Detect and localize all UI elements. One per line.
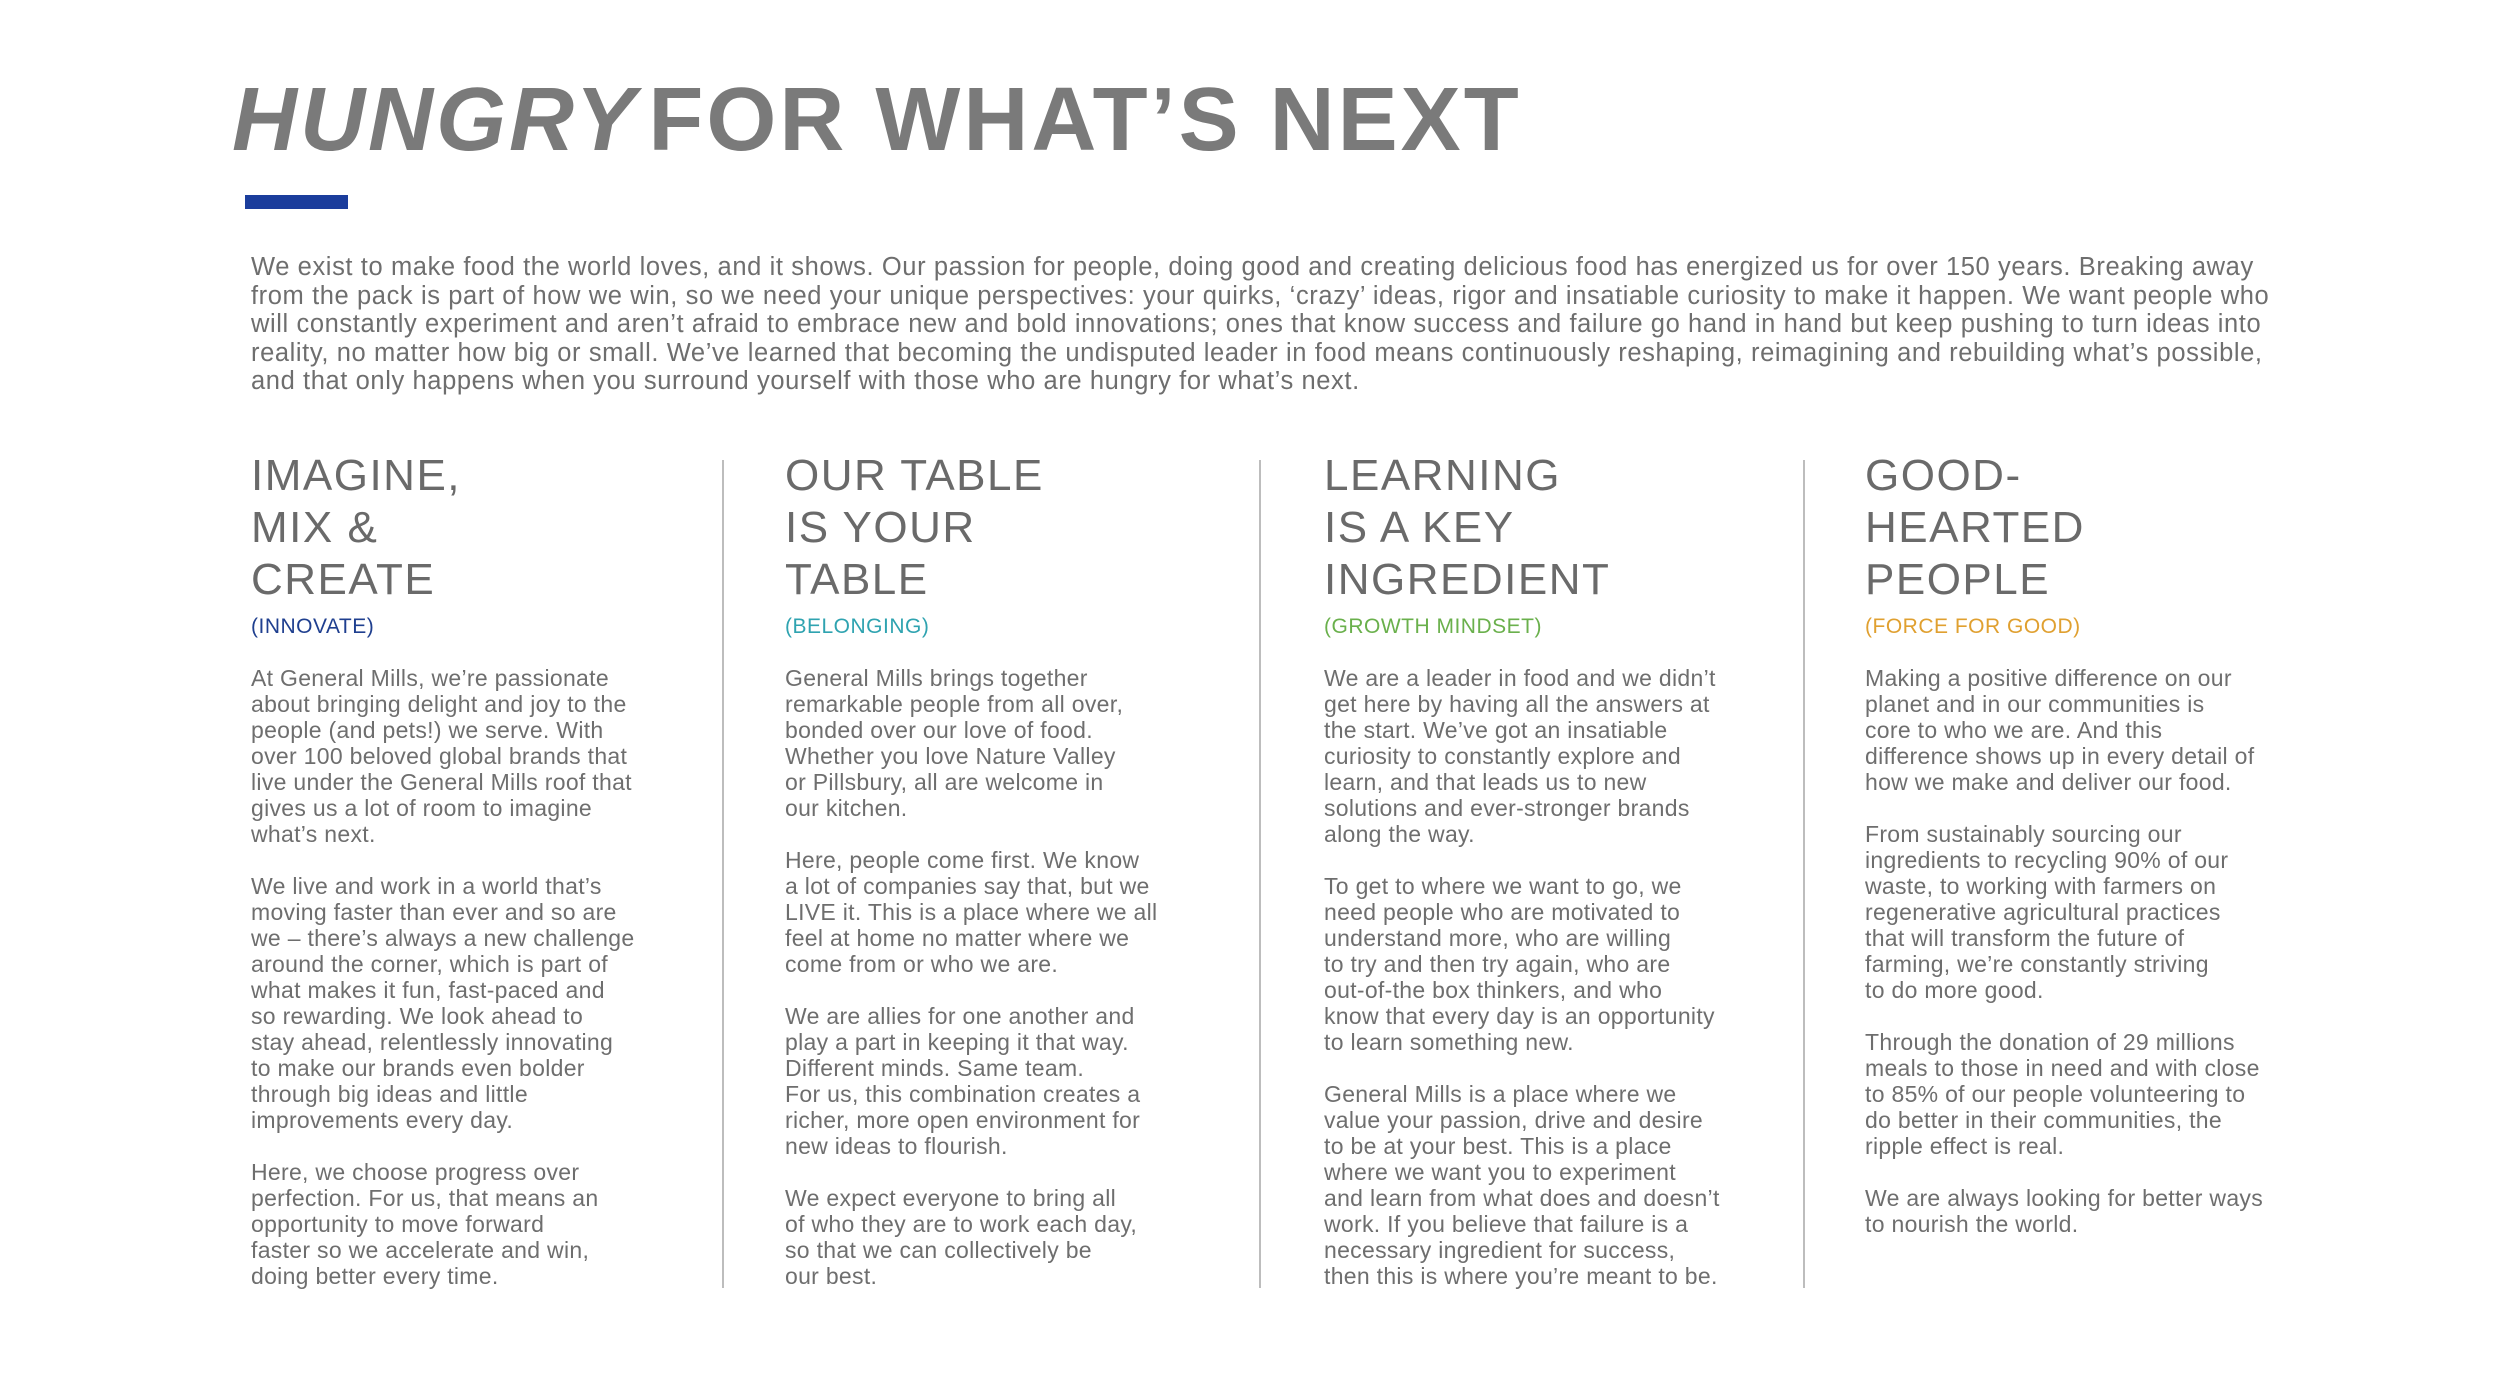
column-heading: GOOD- HEARTED PEOPLE	[1865, 451, 2085, 604]
column-paragraph: We live and work in a world that’s moving faster than ever and so are we – there’s always a new challenge around the corner, which is part of what makes it fun, fast-paced and so rewarding. We look ahead to stay ahead, relentlessly innovating to make our brands even bolder through big ideas and little improvements every day.	[251, 873, 635, 1133]
column-body	[251, 665, 711, 1289]
column-paragraph: To get to where we want to go, we need people who are motivated to understand more, who are willing to try and then try again, who are out-of-the box thinkers, and who know that every day is an opportunity to learn something new.	[1324, 873, 1715, 1055]
column-paragraph: Here, people come first. We know a lot of companies say that, but we LIVE it. This is a place where we all feel at home no matter where we come from or who we are.	[785, 847, 1158, 977]
title-rest: FOR WHAT’S NEXT	[648, 70, 1522, 170]
column-tag: (FORCE FOR GOOD)	[1865, 615, 2081, 638]
value-column-force-for-good	[1865, 450, 2385, 1263]
column-paragraph: From sustainably sourcing our ingredients to recycling 90% of our waste, to working with farmers on regenerative agricultural practices that will transform the future of farming, we’re constantly striving to do more good.	[1865, 821, 2229, 1003]
column-divider	[1259, 460, 1261, 1288]
column-tag: (GROWTH MINDSET)	[1324, 615, 1542, 638]
column-heading: OUR TABLE IS YOUR TABLE	[785, 451, 1044, 604]
intro-paragraph: We exist to make food the world loves, and it shows. Our passion for people, doing good and creating delicious food has energized us for over 150 years. Breaking away from the pack is part of how we win, so we need your unique perspectives: your quirks, ‘crazy’ ideas, rigor and insatiable curiosity to make it happen. We want people who will constantly experiment and aren’t afraid to embrace new and bold innovations; ones that know success and failure go hand in hand but keep pushing to turn ideas into reality, no matter how big or small. We’ve learned that becoming the undisputed leader in food means continuously reshaping, reimagining and rebuilding what’s possible, and that only happens when you surround yourself with those who are hungry for what’s next.	[251, 253, 2270, 395]
column-paragraph: We expect everyone to bring all of who they are to work each day, so that we can collectively be our best.	[785, 1185, 1138, 1289]
column-tag: (INNOVATE)	[251, 615, 375, 638]
value-column-innovate	[251, 450, 711, 1315]
column-paragraph: Through the donation of 29 millions meals to those in need and with close to 85% of our people volunteering to do better in their communities, the ripple effect is real.	[1865, 1029, 2260, 1159]
column-paragraph: General Mills is a place where we value your passion, drive and desire to be at your best. This is a place where we want you to experiment and learn from what does and doesn’t work. If you believe that failure is a necessary ingredient for success, then this is where you’re meant to be.	[1324, 1081, 1720, 1289]
value-column-belonging	[785, 450, 1265, 1315]
title-accent-bar	[245, 195, 348, 209]
column-paragraph: At General Mills, we’re passionate about bringing delight and joy to the people (and pets!) we serve. With over 100 beloved global brands that live under the General Mills roof that gives us a lot of room to imagine what’s next.	[251, 665, 632, 847]
column-heading: IMAGINE, MIX & CREATE	[251, 451, 462, 604]
column-paragraph: We are allies for one another and play a part in keeping it that way. Different minds. Same team. For us, this combination creates a richer, more open environment for new ideas to flourish.	[785, 1003, 1141, 1159]
column-divider	[1803, 460, 1805, 1288]
column-paragraph: We are always looking for better ways to nourish the world.	[1865, 1185, 2264, 1237]
column-heading: LEARNING IS A KEY INGREDIENT	[1324, 451, 1611, 604]
column-divider	[722, 460, 724, 1288]
page-title	[232, 70, 1522, 170]
column-paragraph: We are a leader in food and we didn’t get here by having all the answers at the start. We’ve got an insatiable curiosity to constantly explore and learn, and that leads us to new solutions and ever-stronger brands along the way.	[1324, 665, 1716, 847]
column-body	[785, 665, 1265, 1289]
column-body	[1865, 665, 2385, 1237]
column-paragraph: Here, we choose progress over perfection. For us, that means an opportunity to move forward faster so we accelerate and win, doing better every time.	[251, 1159, 599, 1289]
title-emphasis: HUNGRY	[232, 70, 639, 170]
column-body	[1324, 665, 1814, 1289]
column-paragraph: Making a positive difference on our planet and in our communities is core to who we are. And this difference shows up in every detail of how we make and deliver our food.	[1865, 665, 2255, 795]
column-tag: (BELONGING)	[785, 615, 930, 638]
value-column-growth-mindset	[1324, 450, 1814, 1315]
column-paragraph: General Mills brings together remarkable people from all over, bonded over our love of food. Whether you love Nature Valley or Pillsbury, all are welcome in our kitchen.	[785, 665, 1124, 821]
